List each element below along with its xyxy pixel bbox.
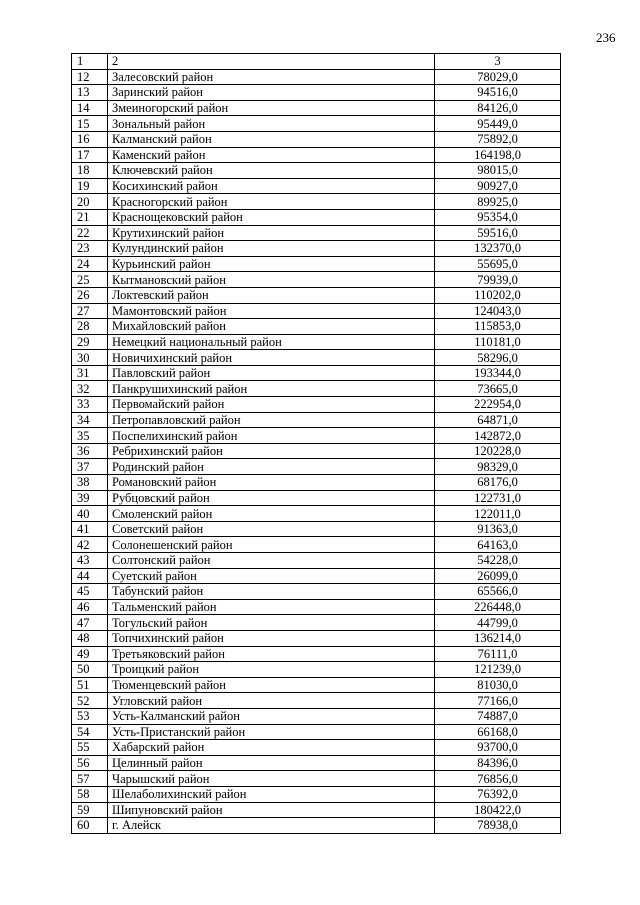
header-col-1: 1 bbox=[72, 54, 108, 70]
district-name: г. Алейск bbox=[108, 818, 435, 834]
amount: 66168,0 bbox=[435, 724, 561, 740]
row-number: 31 bbox=[72, 365, 108, 381]
row-number: 44 bbox=[72, 568, 108, 584]
table-row bbox=[72, 553, 561, 569]
amount: 136214,0 bbox=[435, 630, 561, 646]
district-name: Поспелихинский район bbox=[108, 428, 435, 444]
district-name: Каменский район bbox=[108, 147, 435, 163]
table-row bbox=[72, 662, 561, 678]
district-name: Родинский район bbox=[108, 459, 435, 475]
amount: 58296,0 bbox=[435, 350, 561, 366]
district-name: Советский район bbox=[108, 521, 435, 537]
table-row bbox=[72, 69, 561, 85]
table-row bbox=[72, 287, 561, 303]
district-name: Ключевский район bbox=[108, 163, 435, 179]
row-number: 26 bbox=[72, 287, 108, 303]
amount: 76392,0 bbox=[435, 786, 561, 802]
row-number: 20 bbox=[72, 194, 108, 210]
table-row bbox=[72, 740, 561, 756]
row-number: 22 bbox=[72, 225, 108, 241]
district-name: Топчихинский район bbox=[108, 630, 435, 646]
row-number: 47 bbox=[72, 615, 108, 631]
amount: 121239,0 bbox=[435, 662, 561, 678]
table-row bbox=[72, 397, 561, 413]
amount: 115853,0 bbox=[435, 319, 561, 335]
row-number: 18 bbox=[72, 163, 108, 179]
table-row bbox=[72, 521, 561, 537]
district-name: Панкрушихинский район bbox=[108, 381, 435, 397]
amount: 65566,0 bbox=[435, 584, 561, 600]
table-row bbox=[72, 85, 561, 101]
district-name: Кытмановский район bbox=[108, 272, 435, 288]
row-number: 46 bbox=[72, 599, 108, 615]
district-name: Кулундинский район bbox=[108, 241, 435, 257]
row-number: 55 bbox=[72, 740, 108, 756]
amount: 84126,0 bbox=[435, 100, 561, 116]
district-name: Немецкий национальный район bbox=[108, 334, 435, 350]
row-number: 15 bbox=[72, 116, 108, 132]
district-name: Чарышский район bbox=[108, 771, 435, 787]
header-row bbox=[72, 54, 561, 70]
row-number: 32 bbox=[72, 381, 108, 397]
amount: 89925,0 bbox=[435, 194, 561, 210]
table-row bbox=[72, 100, 561, 116]
amount: 44799,0 bbox=[435, 615, 561, 631]
table-row bbox=[72, 272, 561, 288]
amount: 95354,0 bbox=[435, 209, 561, 225]
row-number: 30 bbox=[72, 350, 108, 366]
district-name: Зональный район bbox=[108, 116, 435, 132]
row-number: 24 bbox=[72, 256, 108, 272]
amount: 78029,0 bbox=[435, 69, 561, 85]
row-number: 59 bbox=[72, 802, 108, 818]
table-row bbox=[72, 350, 561, 366]
amount: 98015,0 bbox=[435, 163, 561, 179]
table-row bbox=[72, 116, 561, 132]
district-name: Новичихинский район bbox=[108, 350, 435, 366]
district-name: Павловский район bbox=[108, 365, 435, 381]
table-row bbox=[72, 147, 561, 163]
amount: 55695,0 bbox=[435, 256, 561, 272]
amount: 110202,0 bbox=[435, 287, 561, 303]
amount: 75892,0 bbox=[435, 131, 561, 147]
district-name: Михайловский район bbox=[108, 319, 435, 335]
district-name: Косихинский район bbox=[108, 178, 435, 194]
amount: 132370,0 bbox=[435, 241, 561, 257]
row-number: 35 bbox=[72, 428, 108, 444]
district-name: Ребрихинский район bbox=[108, 443, 435, 459]
table-row bbox=[72, 568, 561, 584]
row-number: 36 bbox=[72, 443, 108, 459]
district-name: Заринский район bbox=[108, 85, 435, 101]
header-col-2: 2 bbox=[108, 54, 435, 70]
row-number: 58 bbox=[72, 786, 108, 802]
table-row bbox=[72, 818, 561, 834]
district-name: Целинный район bbox=[108, 755, 435, 771]
district-name: Смоленский район bbox=[108, 506, 435, 522]
page-number: 236 bbox=[596, 30, 616, 45]
table-row bbox=[72, 677, 561, 693]
row-number: 40 bbox=[72, 506, 108, 522]
row-number: 57 bbox=[72, 771, 108, 787]
amount: 142872,0 bbox=[435, 428, 561, 444]
table-row bbox=[72, 225, 561, 241]
row-number: 19 bbox=[72, 178, 108, 194]
district-name: Тюменцевский район bbox=[108, 677, 435, 693]
row-number: 53 bbox=[72, 708, 108, 724]
row-number: 23 bbox=[72, 241, 108, 257]
row-number: 42 bbox=[72, 537, 108, 553]
amount: 68176,0 bbox=[435, 475, 561, 491]
amount: 222954,0 bbox=[435, 397, 561, 413]
amount: 84396,0 bbox=[435, 755, 561, 771]
row-number: 34 bbox=[72, 412, 108, 428]
row-number: 27 bbox=[72, 303, 108, 319]
row-number: 50 bbox=[72, 662, 108, 678]
table-row bbox=[72, 771, 561, 787]
row-number: 14 bbox=[72, 100, 108, 116]
district-name: Мамонтовский район bbox=[108, 303, 435, 319]
table-row bbox=[72, 163, 561, 179]
row-number: 41 bbox=[72, 521, 108, 537]
amount: 79939,0 bbox=[435, 272, 561, 288]
row-number: 17 bbox=[72, 147, 108, 163]
district-name: Калманский район bbox=[108, 131, 435, 147]
amount: 77166,0 bbox=[435, 693, 561, 709]
amount: 93700,0 bbox=[435, 740, 561, 756]
district-name: Солтонский район bbox=[108, 553, 435, 569]
table-row bbox=[72, 630, 561, 646]
amount: 122731,0 bbox=[435, 490, 561, 506]
table-row bbox=[72, 178, 561, 194]
amount: 180422,0 bbox=[435, 802, 561, 818]
district-name: Шипуновский район bbox=[108, 802, 435, 818]
table-row bbox=[72, 724, 561, 740]
table-row bbox=[72, 381, 561, 397]
district-name: Хабарский район bbox=[108, 740, 435, 756]
row-number: 43 bbox=[72, 553, 108, 569]
amount: 98329,0 bbox=[435, 459, 561, 475]
table-row bbox=[72, 303, 561, 319]
table-row bbox=[72, 506, 561, 522]
table-row bbox=[72, 194, 561, 210]
district-name: Усть-Пристанский район bbox=[108, 724, 435, 740]
district-name: Угловский район bbox=[108, 693, 435, 709]
district-name: Рубцовский район bbox=[108, 490, 435, 506]
table-row bbox=[72, 459, 561, 475]
table-row bbox=[72, 693, 561, 709]
amount: 110181,0 bbox=[435, 334, 561, 350]
table-row bbox=[72, 256, 561, 272]
table-row bbox=[72, 241, 561, 257]
district-name: Тогульский район bbox=[108, 615, 435, 631]
district-table bbox=[71, 53, 561, 834]
row-number: 45 bbox=[72, 584, 108, 600]
district-name: Красногорский район bbox=[108, 194, 435, 210]
district-name: Солонешенский район bbox=[108, 537, 435, 553]
table-row bbox=[72, 365, 561, 381]
amount: 81030,0 bbox=[435, 677, 561, 693]
amount: 90927,0 bbox=[435, 178, 561, 194]
amount: 120228,0 bbox=[435, 443, 561, 459]
district-name: Суетский район bbox=[108, 568, 435, 584]
table-row bbox=[72, 615, 561, 631]
district-name: Усть-Калманский район bbox=[108, 708, 435, 724]
district-name: Романовский район bbox=[108, 475, 435, 491]
table-row bbox=[72, 537, 561, 553]
amount: 95449,0 bbox=[435, 116, 561, 132]
amount: 76111,0 bbox=[435, 646, 561, 662]
row-number: 60 bbox=[72, 818, 108, 834]
district-name: Залесовский район bbox=[108, 69, 435, 85]
district-name: Тальменский район bbox=[108, 599, 435, 615]
amount: 54228,0 bbox=[435, 553, 561, 569]
district-name: Троицкий район bbox=[108, 662, 435, 678]
district-name: Первомайский район bbox=[108, 397, 435, 413]
table-row bbox=[72, 209, 561, 225]
row-number: 12 bbox=[72, 69, 108, 85]
table-row bbox=[72, 786, 561, 802]
amount: 91363,0 bbox=[435, 521, 561, 537]
row-number: 54 bbox=[72, 724, 108, 740]
row-number: 21 bbox=[72, 209, 108, 225]
amount: 122011,0 bbox=[435, 506, 561, 522]
table-row bbox=[72, 131, 561, 147]
row-number: 51 bbox=[72, 677, 108, 693]
amount: 64871,0 bbox=[435, 412, 561, 428]
table-row bbox=[72, 490, 561, 506]
district-name: Табунский район bbox=[108, 584, 435, 600]
table-row bbox=[72, 584, 561, 600]
amount: 74887,0 bbox=[435, 708, 561, 724]
table-row bbox=[72, 412, 561, 428]
row-number: 48 bbox=[72, 630, 108, 646]
table-row bbox=[72, 708, 561, 724]
row-number: 52 bbox=[72, 693, 108, 709]
table-row bbox=[72, 428, 561, 444]
amount: 73665,0 bbox=[435, 381, 561, 397]
header-col-3: 3 bbox=[435, 54, 561, 70]
district-name: Краснощековский район bbox=[108, 209, 435, 225]
table-row bbox=[72, 475, 561, 491]
row-number: 13 bbox=[72, 85, 108, 101]
amount: 78938,0 bbox=[435, 818, 561, 834]
amount: 59516,0 bbox=[435, 225, 561, 241]
row-number: 37 bbox=[72, 459, 108, 475]
amount: 193344,0 bbox=[435, 365, 561, 381]
row-number: 38 bbox=[72, 475, 108, 491]
row-number: 49 bbox=[72, 646, 108, 662]
row-number: 16 bbox=[72, 131, 108, 147]
district-name: Крутихинский район bbox=[108, 225, 435, 241]
table-row bbox=[72, 599, 561, 615]
row-number: 39 bbox=[72, 490, 108, 506]
row-number: 25 bbox=[72, 272, 108, 288]
amount: 124043,0 bbox=[435, 303, 561, 319]
amount: 226448,0 bbox=[435, 599, 561, 615]
district-name: Третьяковский район bbox=[108, 646, 435, 662]
amount: 26099,0 bbox=[435, 568, 561, 584]
amount: 94516,0 bbox=[435, 85, 561, 101]
amount: 76856,0 bbox=[435, 771, 561, 787]
amount: 164198,0 bbox=[435, 147, 561, 163]
table-body bbox=[72, 69, 561, 833]
district-name: Локтевский район bbox=[108, 287, 435, 303]
table-row bbox=[72, 646, 561, 662]
table-row bbox=[72, 443, 561, 459]
row-number: 56 bbox=[72, 755, 108, 771]
table-row bbox=[72, 802, 561, 818]
row-number: 29 bbox=[72, 334, 108, 350]
district-name: Шелаболихинский район bbox=[108, 786, 435, 802]
district-name: Змеиногорский район bbox=[108, 100, 435, 116]
amount: 64163,0 bbox=[435, 537, 561, 553]
district-name: Петропавловский район bbox=[108, 412, 435, 428]
district-name: Курьинский район bbox=[108, 256, 435, 272]
table-row bbox=[72, 334, 561, 350]
row-number: 33 bbox=[72, 397, 108, 413]
row-number: 28 bbox=[72, 319, 108, 335]
table-row bbox=[72, 755, 561, 771]
table-row bbox=[72, 319, 561, 335]
